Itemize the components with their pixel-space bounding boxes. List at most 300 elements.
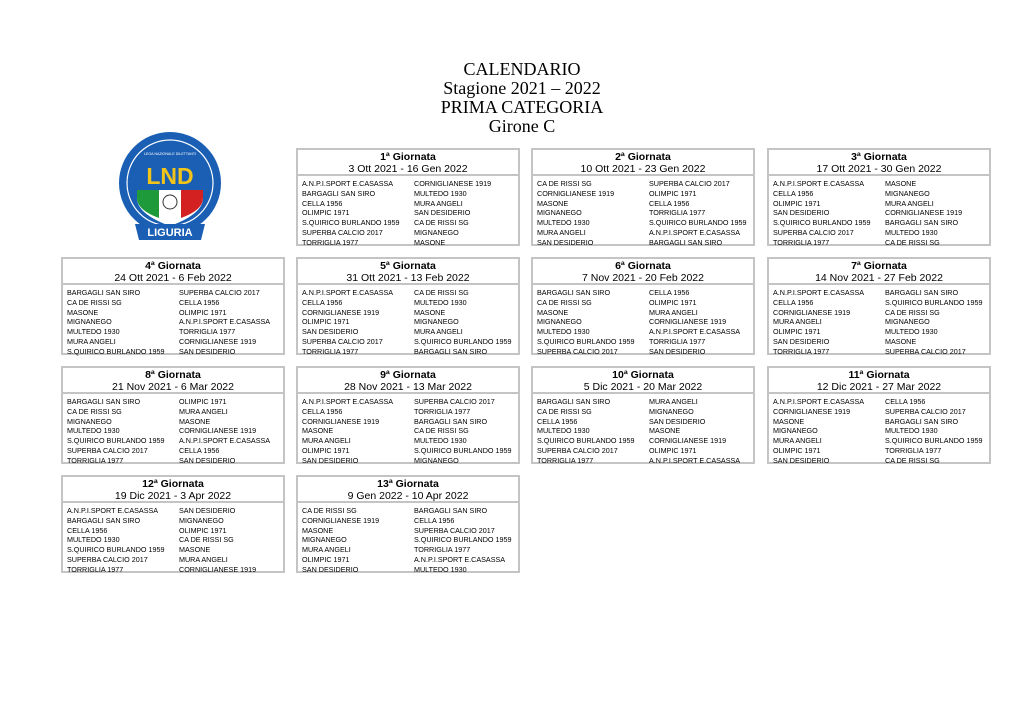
home-team: CA DE RISSI SG: [537, 406, 592, 416]
match-row: [302, 199, 518, 209]
away-team: MASONE: [885, 336, 917, 346]
match-row: [302, 456, 518, 466]
home-team: MURA ANGELI: [537, 227, 586, 237]
match-row: [67, 298, 283, 308]
home-team: MIGNANEGO: [302, 535, 347, 545]
match-row: [537, 347, 753, 357]
match-list: [63, 503, 283, 575]
home-team: OLIMPIC 1971: [773, 445, 821, 455]
away-team: CORNIGLIANESE 1919: [649, 317, 727, 327]
home-team: CA DE RISSI SG: [537, 297, 592, 307]
away-team: S.QUIRICO BURLANDO 1959: [885, 436, 983, 446]
giornata-dates: 19 Dic 2021 - 3 Apr 2022: [114, 490, 232, 502]
match-row: [302, 347, 518, 357]
giornata-card: [296, 148, 520, 246]
away-team: BARGAGLI SAN SIRO: [885, 288, 959, 297]
lnd-logo-icon: [117, 130, 223, 246]
home-team: CELLA 1956: [773, 297, 814, 307]
giornata-title: 5ª Giornata: [380, 260, 436, 272]
away-team: CA DE RISSI SG: [885, 455, 940, 465]
away-team: CELLA 1956: [885, 397, 926, 406]
home-team: S.QUIRICO BURLANDO 1959: [537, 436, 635, 446]
match-row: [302, 545, 518, 555]
away-team: TORRIGLIA 1977: [885, 445, 942, 455]
match-row: [67, 288, 283, 298]
away-team: MIGNANEGO: [649, 406, 694, 416]
away-team: CELLA 1956: [414, 515, 455, 525]
match-row: [67, 506, 283, 516]
match-row: [537, 456, 753, 466]
away-team: OLIMPIC 1971: [649, 445, 697, 455]
match-row: [773, 397, 989, 407]
away-team: CELLA 1956: [649, 198, 690, 208]
match-row: [302, 426, 518, 436]
home-team: S.QUIRICO BURLANDO 1959: [67, 346, 165, 356]
giornata-title: 11ª Giornata: [848, 369, 910, 381]
away-team: MULTEDO 1930: [414, 564, 467, 574]
match-row: [67, 436, 283, 446]
match-row: [67, 526, 283, 536]
giornata-dates: 7 Nov 2021 - 20 Feb 2022: [581, 272, 704, 284]
match-row: [302, 288, 518, 298]
home-team: MURA ANGELI: [773, 317, 822, 327]
away-team: MURA ANGELI: [414, 327, 463, 337]
match-row: [67, 327, 283, 337]
giornata-title: 3ª Giornata: [851, 151, 907, 163]
home-team: CORNIGLIANESE 1919: [302, 416, 380, 426]
match-row: [773, 446, 989, 456]
giornata-dates: 10 Ott 2021 - 23 Gen 2022: [580, 163, 706, 175]
home-team: OLIMPIC 1971: [773, 198, 821, 208]
svg-text:LND: LND: [146, 163, 194, 189]
giornata-header: [298, 477, 518, 503]
away-team: TORRIGLIA 1977: [649, 208, 706, 218]
match-row: [773, 407, 989, 417]
match-row: [537, 288, 753, 298]
match-row: [773, 436, 989, 446]
home-team: MIGNANEGO: [537, 317, 582, 327]
away-team: TORRIGLIA 1977: [179, 327, 236, 337]
match-row: [302, 317, 518, 327]
match-row: [537, 179, 753, 189]
match-row: [302, 337, 518, 347]
away-team: S.QUIRICO BURLANDO 1959: [885, 297, 983, 307]
away-team: A.N.P.I.SPORT E.CASASSA: [179, 436, 271, 446]
home-team: A.N.P.I.SPORT E.CASASSA: [302, 288, 394, 297]
away-team: MULTEDO 1930: [885, 227, 938, 237]
home-team: MURA ANGELI: [302, 436, 351, 446]
home-team: OLIMPIC 1971: [302, 445, 350, 455]
away-team: OLIMPIC 1971: [649, 297, 697, 307]
away-team: SUPERBA CALCIO 2017: [179, 288, 260, 297]
away-team: CELLA 1956: [179, 445, 220, 455]
match-row: [537, 446, 753, 456]
home-team: OLIMPIC 1971: [302, 208, 350, 218]
giornata-title: 8ª Giornata: [145, 369, 201, 381]
away-team: OLIMPIC 1971: [179, 307, 227, 317]
match-list: [298, 503, 518, 575]
match-row: [537, 238, 753, 248]
away-team: CA DE RISSI SG: [179, 535, 234, 545]
match-row: [302, 446, 518, 456]
match-row: [773, 308, 989, 318]
match-row: [773, 417, 989, 427]
home-team: A.N.P.I.SPORT E.CASASSA: [773, 179, 865, 188]
match-list: [769, 176, 989, 248]
match-row: [302, 327, 518, 337]
home-team: TORRIGLIA 1977: [537, 455, 594, 465]
away-team: CA DE RISSI SG: [414, 426, 469, 436]
away-team: CORNIGLIANESE 1919: [179, 336, 257, 346]
match-row: [773, 288, 989, 298]
away-team: CORNIGLIANESE 1919: [649, 436, 727, 446]
away-team: SAN DESIDERIO: [179, 346, 236, 356]
away-team: BARGAGLI SAN SIRO: [649, 237, 723, 247]
away-team: MASONE: [179, 416, 211, 426]
match-row: [302, 218, 518, 228]
home-team: MULTEDO 1930: [67, 535, 120, 545]
giornata-card: [531, 366, 755, 464]
match-row: [773, 317, 989, 327]
away-team: MIGNANEGO: [885, 188, 930, 198]
away-team: BARGAGLI SAN SIRO: [414, 506, 488, 515]
giornata-header: [533, 259, 753, 285]
home-team: CA DE RISSI SG: [302, 506, 357, 515]
giornata-header: [533, 368, 753, 394]
match-row: [67, 456, 283, 466]
home-team: OLIMPIC 1971: [302, 317, 350, 327]
giornata-card: [61, 366, 285, 464]
match-list: [533, 285, 753, 357]
away-team: CA DE RISSI SG: [414, 288, 469, 297]
giornata-card: [296, 475, 520, 573]
match-row: [537, 317, 753, 327]
home-team: S.QUIRICO BURLANDO 1959: [302, 218, 400, 228]
away-team: MIGNANEGO: [179, 515, 224, 525]
match-row: [773, 199, 989, 209]
match-list: [533, 394, 753, 466]
away-team: SAN DESIDERIO: [649, 416, 706, 426]
away-team: MULTEDO 1930: [885, 426, 938, 436]
match-list: [769, 394, 989, 466]
giornata-title: 12ª Giornata: [142, 478, 204, 490]
match-row: [537, 337, 753, 347]
match-row: [537, 426, 753, 436]
giornata-header: [769, 150, 989, 176]
match-row: [537, 407, 753, 417]
away-team: MIGNANEGO: [414, 227, 459, 237]
away-team: S.QUIRICO BURLANDO 1959: [414, 445, 512, 455]
home-team: S.QUIRICO BURLANDO 1959: [67, 436, 165, 446]
match-row: [773, 179, 989, 189]
home-team: MASONE: [773, 416, 805, 426]
away-team: CELLA 1956: [649, 288, 690, 297]
document-title: [380, 60, 664, 136]
home-team: CORNIGLIANESE 1919: [773, 307, 851, 317]
match-row: [773, 337, 989, 347]
home-team: TORRIGLIA 1977: [773, 237, 830, 247]
away-team: MASONE: [179, 545, 211, 555]
home-team: S.QUIRICO BURLANDO 1959: [537, 336, 635, 346]
giornata-card: [61, 475, 285, 573]
match-row: [302, 535, 518, 545]
match-row: [302, 179, 518, 189]
giornata-dates: 14 Nov 2021 - 27 Feb 2022: [815, 272, 943, 284]
match-row: [302, 397, 518, 407]
title-line-girone: Girone C: [488, 116, 556, 136]
away-team: SUPERBA CALCIO 2017: [885, 346, 966, 356]
match-row: [302, 407, 518, 417]
home-team: OLIMPIC 1971: [302, 554, 350, 564]
giornata-title: 4ª Giornata: [145, 260, 201, 272]
svg-text:LIGURIA: LIGURIA: [147, 227, 193, 239]
giornata-dates: 12 Dic 2021 - 27 Mar 2022: [816, 381, 942, 393]
match-row: [67, 555, 283, 565]
away-team: MURA ANGELI: [414, 198, 463, 208]
away-team: A.N.P.I.SPORT E.CASASSA: [179, 317, 271, 327]
home-team: TORRIGLIA 1977: [67, 455, 124, 465]
away-team: A.N.P.I.SPORT E.CASASSA: [649, 327, 741, 337]
home-team: TORRIGLIA 1977: [302, 346, 359, 356]
home-team: CORNIGLIANESE 1919: [302, 307, 380, 317]
away-team: MURA ANGELI: [885, 198, 934, 208]
away-team: TORRIGLIA 1977: [414, 406, 471, 416]
home-team: CORNIGLIANESE 1919: [302, 515, 380, 525]
giornata-card: [767, 366, 991, 464]
home-team: CA DE RISSI SG: [537, 179, 592, 188]
home-team: MASONE: [302, 525, 334, 535]
match-row: [773, 298, 989, 308]
lnd-liguria-logo: [117, 130, 223, 246]
match-row: [302, 526, 518, 536]
away-team: SUPERBA CALCIO 2017: [414, 525, 495, 535]
away-team: SAN DESIDERIO: [179, 455, 236, 465]
home-team: MURA ANGELI: [67, 336, 116, 346]
away-team: MURA ANGELI: [179, 554, 228, 564]
match-row: [67, 535, 283, 545]
giornata-dates: 9 Gen 2022 - 10 Apr 2022: [347, 490, 469, 502]
away-team: SAN DESIDERIO: [179, 506, 236, 515]
giornata-header: [769, 259, 989, 285]
match-row: [537, 218, 753, 228]
match-row: [773, 456, 989, 466]
away-team: TORRIGLIA 1977: [414, 545, 471, 555]
home-team: SUPERBA CALCIO 2017: [537, 346, 618, 356]
home-team: MULTEDO 1930: [67, 327, 120, 337]
home-team: BARGAGLI SAN SIRO: [67, 288, 141, 297]
home-team: CELLA 1956: [302, 297, 343, 307]
away-team: A.N.P.I.SPORT E.CASASSA: [649, 455, 741, 465]
match-list: [298, 176, 518, 248]
home-team: SAN DESIDERIO: [773, 336, 830, 346]
home-team: TORRIGLIA 1977: [302, 237, 359, 247]
match-row: [302, 298, 518, 308]
match-row: [302, 238, 518, 248]
home-team: CELLA 1956: [67, 525, 108, 535]
giornata-header: [533, 150, 753, 176]
away-team: OLIMPIC 1971: [179, 525, 227, 535]
away-team: MULTEDO 1930: [414, 297, 467, 307]
match-row: [67, 426, 283, 436]
away-team: MURA ANGELI: [649, 307, 698, 317]
home-team: MULTEDO 1930: [537, 218, 590, 228]
giornata-dates: 21 Nov 2021 - 6 Mar 2022: [112, 381, 234, 393]
away-team: CA DE RISSI SG: [885, 237, 940, 247]
home-team: SAN DESIDERIO: [302, 564, 359, 574]
match-list: [769, 285, 989, 357]
title-line-categoria: PRIMA CATEGORIA: [440, 97, 604, 117]
match-row: [773, 208, 989, 218]
away-team: A.N.P.I.SPORT E.CASASSA: [414, 554, 506, 564]
match-list: [63, 394, 283, 466]
home-team: A.N.P.I.SPORT E.CASASSA: [302, 397, 394, 406]
match-row: [67, 337, 283, 347]
match-row: [773, 228, 989, 238]
giornata-dates: 17 Ott 2021 - 30 Gen 2022: [816, 163, 942, 175]
away-team: S.QUIRICO BURLANDO 1959: [414, 535, 512, 545]
match-row: [773, 189, 989, 199]
home-team: SUPERBA CALCIO 2017: [773, 227, 854, 237]
giornata-title: 7ª Giornata: [851, 260, 907, 272]
match-row: [537, 228, 753, 238]
giornata-dates: 24 Ott 2021 - 6 Feb 2022: [114, 272, 232, 284]
away-team: OLIMPIC 1971: [179, 397, 227, 406]
match-list: [298, 394, 518, 466]
home-team: A.N.P.I.SPORT E.CASASSA: [67, 506, 159, 515]
match-row: [67, 417, 283, 427]
match-list: [63, 285, 283, 357]
home-team: S.QUIRICO BURLANDO 1959: [67, 545, 165, 555]
giornata-card: [531, 148, 755, 246]
giornata-title: 2ª Giornata: [615, 151, 671, 163]
away-team: MASONE: [885, 179, 917, 188]
away-team: MASONE: [414, 307, 446, 317]
giornata-card: [531, 257, 755, 355]
home-team: SUPERBA CALCIO 2017: [302, 227, 383, 237]
home-team: A.N.P.I.SPORT E.CASASSA: [302, 179, 394, 188]
match-row: [67, 347, 283, 357]
home-team: MULTEDO 1930: [67, 426, 120, 436]
match-row: [773, 347, 989, 357]
away-team: BARGAGLI SAN SIRO: [885, 218, 959, 228]
match-row: [302, 308, 518, 318]
home-team: MASONE: [302, 426, 334, 436]
match-row: [302, 516, 518, 526]
home-team: CA DE RISSI SG: [67, 297, 122, 307]
home-team: SUPERBA CALCIO 2017: [67, 554, 148, 564]
match-row: [537, 327, 753, 337]
away-team: MIGNANEGO: [414, 317, 459, 327]
home-team: BARGAGLI SAN SIRO: [537, 397, 611, 406]
home-team: MASONE: [537, 198, 569, 208]
giornata-header: [63, 477, 283, 503]
away-team: CORNIGLIANESE 1919: [179, 564, 257, 574]
away-team: SUPERBA CALCIO 2017: [885, 406, 966, 416]
home-team: SUPERBA CALCIO 2017: [537, 445, 618, 455]
home-team: TORRIGLIA 1977: [67, 564, 124, 574]
away-team: CA DE RISSI SG: [414, 218, 469, 228]
away-team: SAN DESIDERIO: [414, 208, 471, 218]
giornata-dates: 28 Nov 2021 - 13 Mar 2022: [344, 381, 472, 393]
home-team: MULTEDO 1930: [537, 327, 590, 337]
match-row: [67, 397, 283, 407]
away-team: MASONE: [649, 426, 681, 436]
giornata-card: [296, 366, 520, 464]
giornata-header: [298, 259, 518, 285]
home-team: CELLA 1956: [302, 406, 343, 416]
giornata-header: [769, 368, 989, 394]
away-team: CORNIGLIANESE 1919: [414, 179, 492, 188]
match-row: [302, 565, 518, 575]
home-team: BARGAGLI SAN SIRO: [67, 397, 141, 406]
home-team: SUPERBA CALCIO 2017: [302, 336, 383, 346]
match-row: [67, 565, 283, 575]
giornata-card: [767, 148, 991, 246]
away-team: BARGAGLI SAN SIRO: [414, 346, 488, 356]
giornata-card: [61, 257, 285, 355]
home-team: SAN DESIDERIO: [537, 237, 594, 247]
match-row: [302, 228, 518, 238]
home-team: SUPERBA CALCIO 2017: [67, 445, 148, 455]
giornata-title: 1ª Giornata: [380, 151, 436, 163]
away-team: BARGAGLI SAN SIRO: [414, 416, 488, 426]
away-team: CORNIGLIANESE 1919: [885, 208, 963, 218]
home-team: SAN DESIDERIO: [302, 455, 359, 465]
giornata-dates: 5 Dic 2021 - 20 Mar 2022: [583, 381, 703, 393]
away-team: OLIMPIC 1971: [649, 188, 697, 198]
match-row: [67, 545, 283, 555]
giornata-title: 9ª Giornata: [380, 369, 436, 381]
home-team: MIGNANEGO: [537, 208, 582, 218]
giornata-header: [63, 259, 283, 285]
home-team: MULTEDO 1930: [537, 426, 590, 436]
match-row: [302, 436, 518, 446]
match-row: [67, 317, 283, 327]
match-row: [537, 189, 753, 199]
giornata-title: 13ª Giornata: [377, 478, 439, 490]
match-row: [537, 397, 753, 407]
giornata-card: [767, 257, 991, 355]
match-row: [773, 327, 989, 337]
away-team: MIGNANEGO: [885, 317, 930, 327]
match-row: [537, 308, 753, 318]
match-row: [537, 199, 753, 209]
home-team: BARGAGLI SAN SIRO: [302, 188, 376, 198]
home-team: CA DE RISSI SG: [67, 406, 122, 416]
home-team: CELLA 1956: [537, 416, 578, 426]
home-team: MIGNANEGO: [67, 416, 112, 426]
title-line-calendario: CALENDARIO: [463, 59, 581, 79]
giornata-title: 6ª Giornata: [615, 260, 671, 272]
match-row: [537, 417, 753, 427]
match-row: [67, 308, 283, 318]
home-team: CELLA 1956: [773, 188, 814, 198]
away-team: TORRIGLIA 1977: [649, 336, 706, 346]
away-team: MIGNANEGO: [414, 455, 459, 465]
away-team: A.N.P.I.SPORT E.CASASSA: [649, 227, 741, 237]
home-team: A.N.P.I.SPORT E.CASASSA: [773, 288, 865, 297]
match-row: [302, 208, 518, 218]
home-team: MURA ANGELI: [773, 436, 822, 446]
home-team: MASONE: [537, 307, 569, 317]
giornata-card: [296, 257, 520, 355]
home-team: A.N.P.I.SPORT E.CASASSA: [773, 397, 865, 406]
match-row: [773, 238, 989, 248]
home-team: BARGAGLI SAN SIRO: [537, 288, 611, 297]
away-team: SUPERBA CALCIO 2017: [414, 397, 495, 406]
giornata-header: [63, 368, 283, 394]
match-row: [302, 555, 518, 565]
